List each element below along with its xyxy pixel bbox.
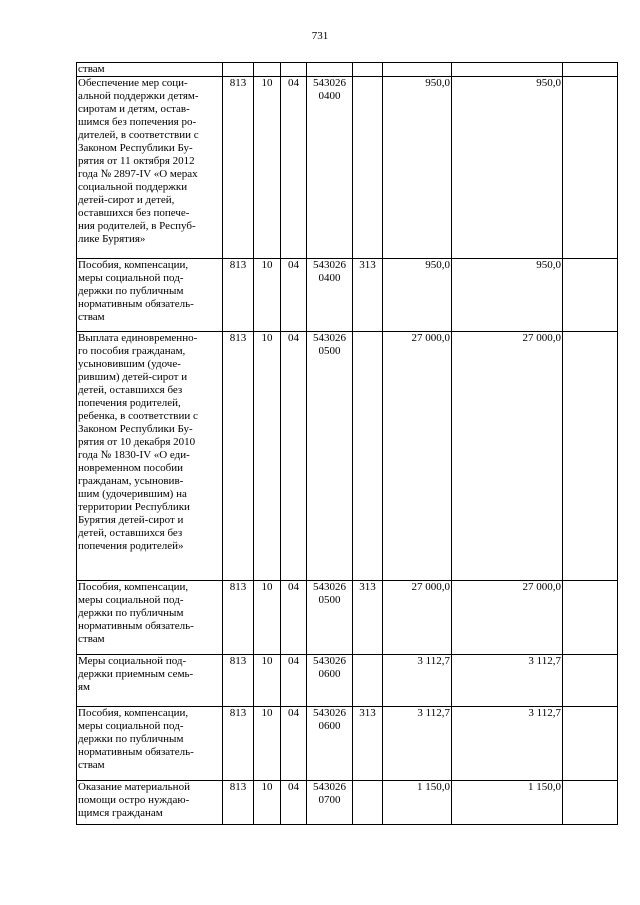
row-name-cell: Пособия, компенсации, меры социальной под- держки по публичным нормативным обязатель- ствам <box>77 581 223 655</box>
ved-code-cell: 813 <box>223 332 254 581</box>
ved-code-cell: 813 <box>223 77 254 259</box>
subsection-code-cell: 04 <box>281 781 307 825</box>
page-number: 731 <box>311 30 329 42</box>
amount-cell: 27 000,0 <box>383 581 452 655</box>
amount-cell: 3 112,7 <box>452 707 563 781</box>
ved-code-cell: 813 <box>223 781 254 825</box>
table-row <box>77 63 618 77</box>
section-code-cell: 10 <box>254 77 281 259</box>
expense-type-cell <box>353 655 383 707</box>
target-article-cell: 543026 0600 <box>307 655 353 707</box>
amount-cell: 950,0 <box>383 259 452 332</box>
row-name-cell: Выплата единовременно- го пособия гражданам, усыновившим (удоче- рившим) детей-сирот и детей, оставшихся без попечения родителей, ребенка, в соответствии с Законом Республики Бу- рятия от 10 декабря 2010 года № 1830-IV «О еди- новременном пособии гражданам, усыновив- шим (удочерившим) на территории Республики Бурятия детей-сирот и детей, оставшихся без попечения родителей» <box>77 332 223 581</box>
ved-code-cell: 813 <box>223 581 254 655</box>
row-name-cell: Оказание материальной помощи остро нуждаю- щимся гражданам <box>77 781 223 825</box>
subsection-code-cell <box>281 63 307 77</box>
amount-cell: 950,0 <box>452 259 563 332</box>
table-row <box>77 707 618 781</box>
target-article-cell <box>307 63 353 77</box>
amount-cell: 950,0 <box>383 77 452 259</box>
target-article-cell: 543026 0700 <box>307 781 353 825</box>
amount-cell <box>563 707 618 781</box>
table-row <box>77 259 618 332</box>
amount-cell: 3 112,7 <box>383 655 452 707</box>
subsection-code-cell: 04 <box>281 581 307 655</box>
subsection-code-cell: 04 <box>281 77 307 259</box>
amount-cell <box>563 63 618 77</box>
row-name-cell: ствам <box>77 63 223 77</box>
section-code-cell: 10 <box>254 781 281 825</box>
row-name-cell: Пособия, компенсации, меры социальной под- держки по публичным нормативным обязатель- ствам <box>77 259 223 332</box>
amount-cell <box>563 77 618 259</box>
target-article-cell: 543026 0400 <box>307 77 353 259</box>
expense-type-cell <box>353 781 383 825</box>
expense-type-cell <box>353 77 383 259</box>
subsection-code-cell: 04 <box>281 332 307 581</box>
table-row <box>77 332 618 581</box>
table-row <box>77 655 618 707</box>
subsection-code-cell: 04 <box>281 707 307 781</box>
expense-type-cell <box>353 63 383 77</box>
amount-cell <box>452 63 563 77</box>
table-body <box>77 63 618 825</box>
table-row <box>77 581 618 655</box>
amount-cell: 1 150,0 <box>452 781 563 825</box>
target-article-cell: 543026 0500 <box>307 581 353 655</box>
target-article-cell: 543026 0500 <box>307 332 353 581</box>
amount-cell: 27 000,0 <box>452 581 563 655</box>
amount-cell <box>383 63 452 77</box>
amount-cell: 27 000,0 <box>452 332 563 581</box>
expense-type-cell: 313 <box>353 259 383 332</box>
row-name-cell: Пособия, компенсации, меры социальной под- держки по публичным нормативным обязатель- ствам <box>77 707 223 781</box>
row-name-cell: Обеспечение мер соци- альной поддержки детям- сиротам и детям, остав- шимся без попечения ро- дителей, в соответствии с Законом Республики Бу- рятия от 11 октября 2012 года № 2897-IV «О мерах социальной поддержки детей-сирот и детей, оставшихся без попече- ния родителей, в Респуб- лике Бурятия» <box>77 77 223 259</box>
ved-code-cell <box>223 63 254 77</box>
target-article-cell: 543026 0600 <box>307 707 353 781</box>
ved-code-cell: 813 <box>223 707 254 781</box>
table-row <box>77 77 618 259</box>
expense-type-cell: 313 <box>353 581 383 655</box>
expense-type-cell: 313 <box>353 707 383 781</box>
amount-cell <box>563 259 618 332</box>
amount-cell <box>563 655 618 707</box>
ved-code-cell: 813 <box>223 259 254 332</box>
section-code-cell: 10 <box>254 655 281 707</box>
amount-cell <box>563 781 618 825</box>
amount-cell: 3 112,7 <box>383 707 452 781</box>
budget-table <box>76 62 618 825</box>
subsection-code-cell: 04 <box>281 259 307 332</box>
amount-cell: 950,0 <box>452 77 563 259</box>
section-code-cell: 10 <box>254 707 281 781</box>
target-article-cell: 543026 0400 <box>307 259 353 332</box>
row-name-cell: Меры социальной под- держки приемным семь- ям <box>77 655 223 707</box>
amount-cell: 27 000,0 <box>383 332 452 581</box>
ved-code-cell: 813 <box>223 655 254 707</box>
amount-cell: 1 150,0 <box>383 781 452 825</box>
amount-cell: 3 112,7 <box>452 655 563 707</box>
section-code-cell: 10 <box>254 259 281 332</box>
amount-cell <box>563 581 618 655</box>
section-code-cell: 10 <box>254 581 281 655</box>
expense-type-cell <box>353 332 383 581</box>
section-code-cell <box>254 63 281 77</box>
section-code-cell: 10 <box>254 332 281 581</box>
amount-cell <box>563 332 618 581</box>
table-row <box>77 781 618 825</box>
subsection-code-cell: 04 <box>281 655 307 707</box>
